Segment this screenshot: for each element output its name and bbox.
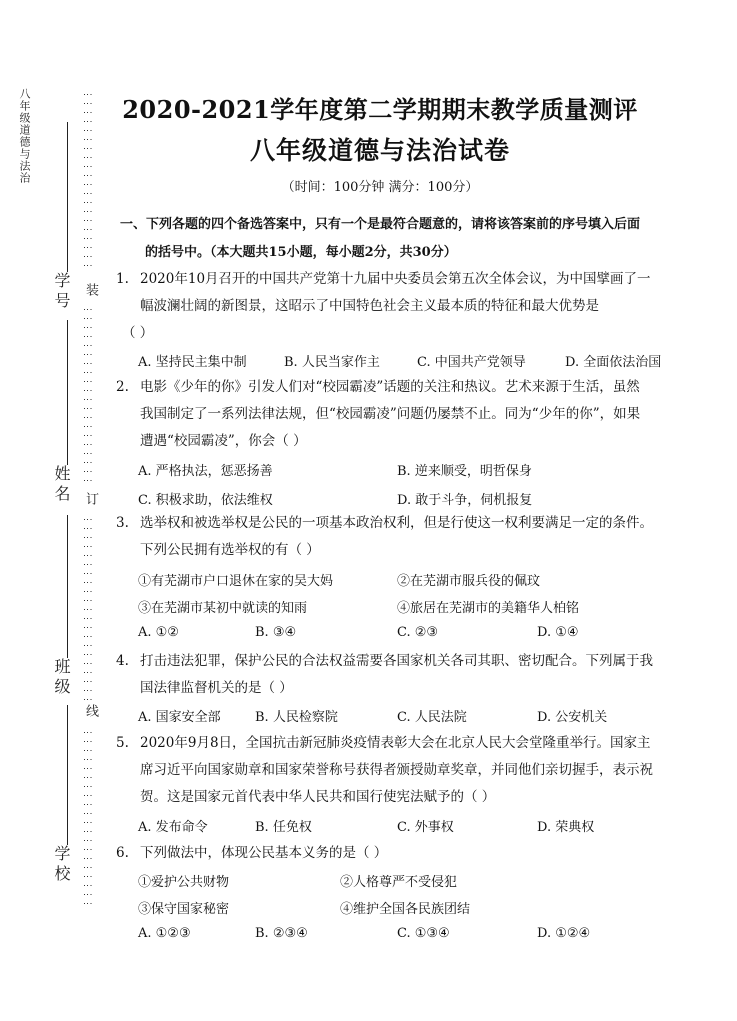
option-c[interactable]: C. 人民法院 <box>397 710 467 725</box>
option-c[interactable]: C. ①③④ <box>397 926 450 941</box>
binding-char-zhuang: 装 <box>83 283 98 296</box>
binding-dots: ⋮⋮⋮⋮⋮⋮⋮⋮⋮⋮⋮⋮⋮⋮⋮⋮⋮⋮⋮⋮⋮ <box>82 515 92 704</box>
statement-item: ②人格尊严不受侵犯 <box>340 875 458 890</box>
statement-item: ②在芜湖市服兵役的佩玟 <box>397 574 541 589</box>
question-4 <box>116 648 685 702</box>
name-line <box>67 320 68 465</box>
question-number: 1. <box>116 271 129 287</box>
question-line: 席习近平向国家勋章和国家荣誉称号获得者颁授勋章奖章，并同他们亲切握手，表示祝 <box>140 762 653 778</box>
question-number: 3. <box>116 515 129 531</box>
option-b[interactable]: B. 人民当家作主 <box>284 355 380 370</box>
option-a[interactable]: A. 发布命令 <box>138 820 208 835</box>
school-line <box>67 705 68 845</box>
page-title: 2020-2021学年度第二学期期末教学质量测评 <box>122 95 638 124</box>
option-d[interactable]: D. 荣典权 <box>537 820 595 835</box>
question-number: 5. <box>116 735 129 751</box>
student-id-line <box>67 122 68 272</box>
section-heading-line: 一、下列各题的四个备选答案中，只有一个是最符合题意的，请将该答案前的序号填入后面 <box>120 217 641 232</box>
course-label: 八年级道德与法治 <box>18 88 31 184</box>
statement-item: ①有芜湖市户口退休在家的吴大妈 <box>138 574 334 589</box>
statement-item: ①爱护公共财物 <box>138 875 230 890</box>
option-a[interactable]: A. ①② <box>138 625 179 640</box>
statement-item: ④旅居在芜湖市的美籍华人柏铭 <box>397 601 580 616</box>
statement-item: ③在芜湖市某初中就读的知雨 <box>138 601 308 616</box>
question-line: 电影《少年的你》引发人们对“校园霸凌”话题的关注和热议。艺术来源于生活，虽然 <box>140 379 640 395</box>
answer-bracket[interactable]: （ ） <box>122 325 154 341</box>
question-5 <box>116 730 685 811</box>
statement-item: ③保守国家秘密 <box>138 902 230 917</box>
page-subtitle: 八年级道德与法治试卷 <box>249 136 510 165</box>
option-b[interactable]: B. 人民检察院 <box>255 710 338 725</box>
option-d[interactable]: D. 敢于斗争，伺机报复 <box>397 493 533 508</box>
question-3 <box>116 510 685 564</box>
question-2 <box>116 374 685 455</box>
school-label: 学校 <box>52 845 71 885</box>
section-heading-line: 的括号中。（本大题共15小题，每小题2分，共30分） <box>145 245 457 260</box>
binding-dots: ⋮⋮⋮⋮⋮⋮⋮⋮⋮⋮⋮⋮⋮⋮⋮⋮⋮⋮⋮⋮ <box>82 305 92 485</box>
question-line: 贺。这是国家元首代表中华人民共和国行使宪法赋予的（ ） <box>140 789 496 805</box>
question-line: 2020年10月召开的中国共产党第十九届中央委员会第五次全体会议，为中国擘画了一 <box>140 271 651 287</box>
section-heading <box>120 211 680 267</box>
question-6 <box>116 840 685 867</box>
question-1 <box>116 266 685 347</box>
option-d[interactable]: D. 全面依法治国 <box>565 355 662 370</box>
question-line: 幅波澜壮阔的新图景，这昭示了中国特色社会主义最本质的特征和最大优势是 <box>140 298 599 314</box>
option-a[interactable]: A. 国家安全部 <box>138 710 221 725</box>
option-c[interactable]: C. ②③ <box>397 625 439 640</box>
option-a[interactable]: A. 坚持民主集中制 <box>138 355 247 370</box>
student-id-label: 学号 <box>52 272 71 312</box>
question-line: 我国制定了一系列法律法规，但“校园霸凌”问题仍屡禁不止。同为“少年的你”，如果 <box>140 406 641 422</box>
binding-dots: ⋮⋮⋮⋮⋮⋮⋮⋮⋮⋮⋮⋮⋮⋮⋮⋮⋮⋮⋮⋮ <box>82 728 92 908</box>
option-c[interactable]: C. 中国共产党领导 <box>417 355 526 370</box>
option-b[interactable]: B. ②③④ <box>255 926 308 941</box>
option-d[interactable]: D. ①②④ <box>537 926 591 941</box>
question-line: 2020年9月8日，全国抗击新冠肺炎疫情表彰大会在北京人民大会堂隆重举行。国家主 <box>140 735 651 751</box>
exam-info: （时间：100分钟 满分：100分） <box>281 180 479 195</box>
name-label: 姓名 <box>52 465 71 505</box>
option-c[interactable]: C. 外事权 <box>397 820 454 835</box>
question-number: 6. <box>116 845 129 861</box>
class-label: 班级 <box>52 658 71 698</box>
option-d[interactable]: D. ①④ <box>537 625 579 640</box>
question-line: 下列做法中，体现公民基本义务的是（ ） <box>140 845 388 861</box>
option-a[interactable]: A. ①②③ <box>138 926 191 941</box>
option-b[interactable]: B. 逆来顺受，明哲保身 <box>397 464 532 479</box>
option-c[interactable]: C. 积极求助，依法维权 <box>138 493 273 508</box>
option-a[interactable]: A. 严格执法，惩恶扬善 <box>138 464 273 479</box>
question-number: 2. <box>116 379 129 395</box>
option-b[interactable]: B. 任免权 <box>255 820 312 835</box>
class-line <box>67 515 68 658</box>
binding-char-ding: 订 <box>83 492 98 505</box>
binding-char-xian: 线 <box>83 704 98 717</box>
option-b[interactable]: B. ③④ <box>255 625 297 640</box>
binding-dots: ⋮⋮⋮⋮⋮⋮⋮⋮⋮⋮⋮⋮⋮⋮⋮⋮⋮⋮⋮⋮ <box>82 90 92 270</box>
question-number: 4. <box>116 653 129 669</box>
statement-item: ④维护全国各民族团结 <box>340 902 471 917</box>
question-line: 国法律监督机关的是（ ） <box>140 680 293 696</box>
option-d[interactable]: D. 公安机关 <box>537 710 608 725</box>
question-line: 选举权和被选举权是公民的一项基本政治权利，但是行使这一权利要满足一定的条件。 <box>140 515 653 531</box>
question-line: 遭遇“校园霸凌”，你会（ ） <box>140 433 307 449</box>
question-line: 打击违法犯罪，保护公民的合法权益需要各国家机关各司其职、密切配合。下列属于我 <box>140 653 653 669</box>
question-line: 下列公民拥有选举权的有（ ） <box>140 542 320 558</box>
